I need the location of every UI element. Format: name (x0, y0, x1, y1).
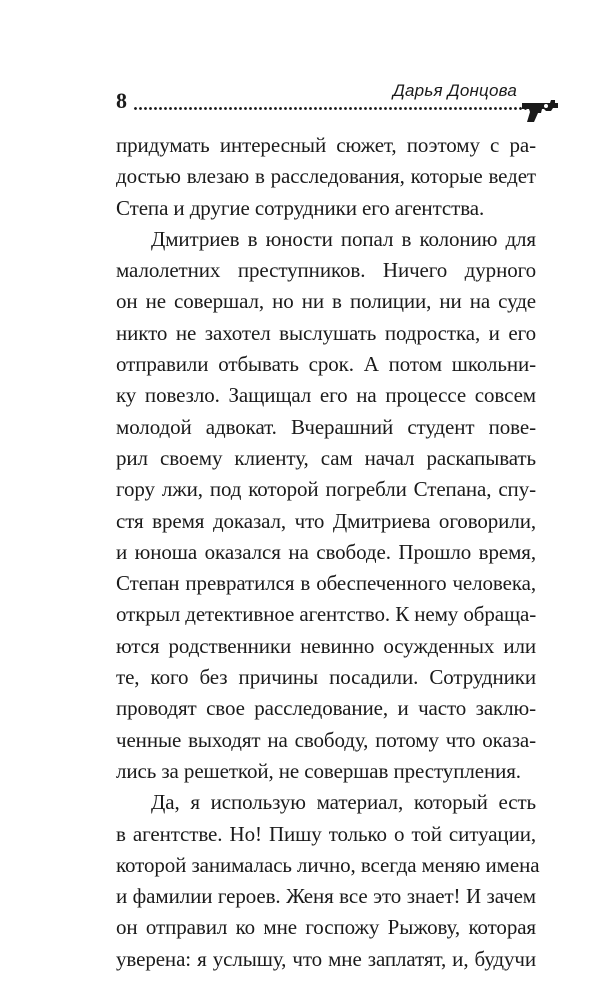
page-number: 8 (116, 88, 127, 113)
text-line: и фамилии героев. Женя все это знает! И зачем (116, 884, 536, 909)
dot-leader (133, 107, 533, 110)
text-line: ются родственники невинно осужденных или (116, 633, 536, 658)
text-line: он не совершал, но ни в полиции, ни на суде (116, 289, 536, 314)
text-line: ченные выходят на свободу, потому что оказа- (116, 727, 536, 752)
text-line: и юноша оказался на свободе. Прошло время, (116, 539, 536, 564)
text-line: уверена: я услышу, что мне заплатят, и, будучи (116, 946, 536, 971)
text-line: никто не захотел выслушать подростка, и его (116, 320, 536, 345)
text-line: Дмитриев в юности попал в колонию для (151, 226, 536, 251)
running-head-author: Дарья Донцова (392, 81, 517, 100)
text-line: достью влезаю в расследования, которые ведет (116, 164, 536, 189)
text-line: Да, я использую материал, который есть (151, 790, 536, 815)
text-line: молодой адвокат. Вчерашний студент пове- (116, 414, 536, 439)
text-line: ку повезло. Защищал его на процессе совсем (116, 383, 536, 408)
text-line: придумать интересный сюжет, поэтому с ра- (116, 133, 536, 157)
text-line: которой занималась лично, всегда меняю имена (116, 852, 540, 877)
text-line: отправили отбывать срок. А потом школьни- (116, 352, 536, 377)
text-line: малолетних преступников. Ничего дурного (116, 258, 536, 283)
text-line: гору лжи, под которой погребли Степана, спу- (116, 477, 536, 502)
revolver-icon (520, 97, 560, 123)
text-line: те, кого без причины посадили. Сотрудники (116, 665, 536, 690)
text-line: проводят свое расследование, и часто заклю- (116, 696, 536, 721)
text-line: Степа и другие сотрудники его агентства. (116, 195, 485, 220)
text-line: Степан превратился в обеспеченного человека, (116, 571, 536, 596)
text-line: рил своему клиенту, сам начал раскапывать (116, 445, 536, 470)
text-line: стя время доказал, что Дмитриева оговорили, (116, 508, 536, 533)
text-line: открыл детективное агентство. К нему обраща- (116, 602, 537, 627)
body-text (116, 130, 540, 975)
text-line: в агентстве. Но! Пишу только о той ситуации, (116, 821, 536, 846)
text-line: лись за решеткой, не совершав преступления. (116, 758, 521, 783)
text-line: он отправил ко мне госпожу Рыжову, которая (116, 915, 536, 940)
